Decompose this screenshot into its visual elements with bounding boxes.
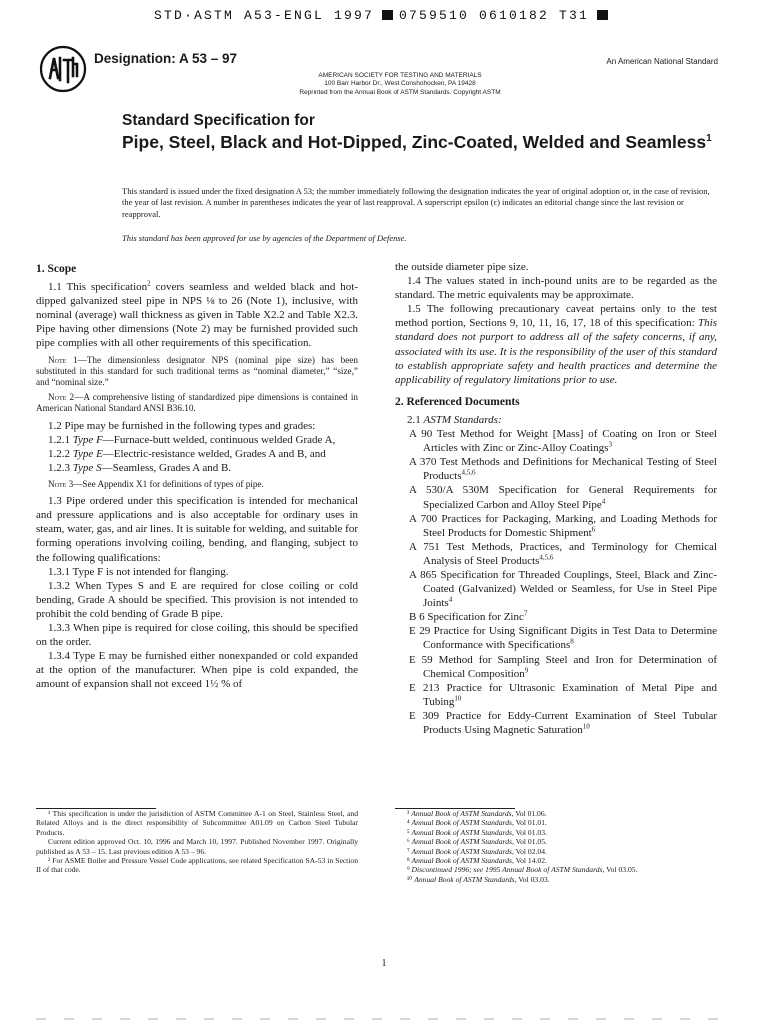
title-footnote-mark: 1 (706, 133, 712, 144)
book-title: Annual Book of ASTM Standards (411, 809, 512, 818)
reference-item (395, 427, 717, 455)
title-text: Pipe, Steel, Black and Hot-Dipped, Zinc-Coated, Welded and Seamless (122, 132, 707, 152)
paragraph-1-3-2: 1.3.2 When Types S and E are required for close coiling or cold bending, Grade A should be specified. This provision is not intended to prohibit the cold bending of Grade B pipe. (36, 579, 358, 620)
footnotes-right (395, 808, 725, 884)
text-run: 1.2.2 (48, 447, 73, 460)
volume: , Vol 02.04. (511, 846, 547, 856)
footnote-2: ² For ASME Boiler and Pressure Vessel Code applications, see related Specification SA-53 in Section II of that code. (36, 856, 358, 875)
paragraph-1-2: 1.2 Pipe may be furnished in the following types and grades: (48, 419, 316, 432)
text-run: 1.1 This specification (48, 281, 148, 294)
approval-note: This standard has been approved for use by agencies of the Department of Defense. (122, 233, 407, 243)
volume: , Vol 01.05. (511, 837, 547, 847)
footnote-ref: 2 (147, 279, 151, 288)
volume: , Vol 01.01. (511, 818, 547, 828)
footnote-mark: ¹⁰ (407, 874, 415, 884)
footnote-mark: ⁹ (407, 865, 412, 875)
paragraph-1-3: 1.3 Pipe ordered under this specification is intended for mechanical and pressure applications and is also acceptable for ordinary uses in steam, water, gas, and air lines. It is suitable for welding, and suitable for forming operations involving coiling, bending, and flanging, subject to the following qualifications: (36, 495, 358, 564)
footnote-ref: 10 (454, 694, 462, 703)
footnote-5 (395, 828, 725, 837)
footnote-ref: 6 (591, 525, 596, 534)
reference-item (395, 540, 717, 568)
volume: , Vol 01.06. (511, 809, 547, 818)
volume: , Vol 03.03. (514, 874, 550, 884)
footnote-mark: ⁴ (407, 818, 412, 828)
paragraph-1-2-1 (36, 433, 358, 447)
title-line-1: Standard Specification for (122, 112, 315, 129)
paragraph-1-4: 1.4 The values stated in inch-pound units are to be regarded as the standard. The metric equivalents may be approximate. (395, 275, 717, 302)
footnote-mark: ⁷ (407, 846, 412, 856)
document-title (122, 111, 742, 152)
text-run: 1.2.3 (48, 461, 73, 474)
reference-text: E 213 Practice for Ultrasonic Examination of Metal Pipe and Tubing (409, 681, 717, 708)
title-line-2 (122, 132, 742, 152)
block-mark (597, 10, 608, 20)
footnote-10 (395, 875, 725, 884)
right-column (395, 260, 717, 737)
reprint-notice: Reprinted from the Annual Book of ASTM Standards. Copyright ASTM (299, 88, 501, 96)
paragraph-continuation: the outside diameter pipe size. (395, 261, 529, 273)
reference-text: A 370 Test Methods and Definitions for Mechanical Testing of Steel Products (409, 456, 717, 483)
paragraph-2-1 (395, 413, 717, 427)
reference-text: E 29 Practice for Using Significant Digits in Test Data to Determine Conformance with Specifications (409, 625, 717, 652)
paragraph-1-1 (36, 280, 358, 350)
reference-item (395, 653, 717, 681)
book-title: Annual Book of ASTM Standards (411, 856, 512, 866)
footnote-ref: 8 (570, 637, 574, 646)
book-title: Discontinued 1996; see 1995 Annual Book of ASTM Standards (411, 865, 603, 875)
footnote-ref: 4,5,6 (461, 468, 476, 477)
text-run: —Electric-resistance welded, Grades A and B, and (102, 447, 326, 460)
national-standard-label: An American National Standard (606, 57, 718, 66)
reference-text: B 6 Specification for Zinc (409, 611, 524, 624)
book-title: Annual Book of ASTM Standards (411, 837, 512, 847)
footnote-ref: 3 (608, 440, 612, 449)
safety-caveat: This standard does not purport to address all of the safety concerns, if any, associated with its use. It is the responsibility of the user of this standard to establish appropriate safety and health practices and determine the applicability of regulatory limitations prior to use. (395, 317, 717, 386)
reference-text: A 865 Specification for Threaded Couplings, Steel, Black and Zinc-Coated (Galvanized) Welded or Seamless, for Use in Steel Pipe Joints (409, 568, 717, 610)
issuance-note: This standard is issued under the fixed designation A 53; the number immediately following the designation indicates the year of original adoption or, in the case of revision, the year of last revision. A number in parentheses indicates the year of last reapproval. A superscript epsilon (ε) indicates an editorial change since the last revision or reapproval. (122, 186, 710, 219)
footnote-list (395, 809, 725, 884)
reference-item (395, 610, 717, 624)
book-title: Annual Book of ASTM Standards (411, 846, 512, 856)
footnote-ref: 4 (601, 496, 606, 505)
reference-text: A 90 Test Method for Weight [Mass] of Coating on Iron or Steel Articles with Zinc or Zinc-Alloy Coatings (409, 428, 717, 455)
paragraph-1-3-3: 1.3.3 When pipe is required for close coiling, this should be specified on the order. (36, 622, 358, 649)
type-name: Type S (72, 461, 102, 474)
block-mark (382, 10, 393, 20)
reference-item (395, 709, 717, 737)
note-text: —The dimensionless designator NPS (nominal pipe size) has been substituted in this standard for such traditional terms as “nominal diameter,” “size,” and “nominal size.” (36, 354, 358, 387)
document-code-line (0, 8, 768, 23)
volume: , Vol 03.05. (602, 865, 638, 875)
footnote-ref: 4,5,6 (539, 553, 554, 562)
paragraph-1-3-4: 1.3.4 Type E may be furnished either nonexpanded or cold expanded at the option of the manufacturer. When pipe is cold expanded, the amount of expansion shall not exceed 1½ % of (36, 650, 358, 691)
footnote-ref: 10 (582, 722, 590, 731)
footnote-6 (395, 837, 725, 846)
footnote-1-edition: Current edition approved Oct. 10, 1996 and March 10, 1997. Published November 1997. Originally published as A 53 – 15. Last previous edition A 53 – 96. (36, 837, 358, 856)
footnote-1: ¹ This specification is under the jurisdiction of ASTM Committee A-1 on Steel, Stainless Steel, and Related Alloys and is the direct responsibility of Subcommittee A01.09 on Carbon Steel Tubular Products. (36, 809, 358, 837)
volume: , Vol 01.03. (511, 827, 547, 837)
reference-text: A 530/A 530M Specification for General Requirements for Specialized Carbon and Alloy Steel Pipe (409, 484, 717, 511)
type-name: Type E (72, 447, 103, 460)
note-3 (36, 479, 358, 490)
footnote-4 (395, 818, 725, 827)
code-line-part-a: STD·ASTM A53-ENGL 1997 (153, 8, 374, 23)
note-1 (36, 355, 358, 389)
type-name: Type F (72, 433, 103, 446)
footnotes-left (36, 808, 358, 875)
reference-item (395, 455, 717, 483)
publisher-block (200, 72, 600, 97)
text-run: 2.1 (407, 413, 424, 426)
reference-item (395, 483, 717, 511)
referenced-standards-list (395, 427, 717, 737)
paragraph-1-5 (395, 302, 717, 387)
footnote-mark: ³ (407, 809, 412, 818)
reference-item (395, 624, 717, 652)
note-label: Note 2 (48, 392, 75, 403)
note-text: —A comprehensive listing of standardized pipe dimensions is contained in American National Standard ANSI B36.10. (36, 392, 358, 414)
book-title: Annual Book of ASTM Standards (411, 818, 512, 828)
reference-item (395, 681, 717, 709)
society-address: 100 Barr Harbor Dr., West Conshohocken, PA 19428 (324, 80, 476, 88)
paragraph-1-2-2 (36, 447, 358, 461)
designation: Designation: A 53 – 97 (94, 51, 238, 66)
note-label: Note 1 (48, 354, 78, 365)
scan-artifact (36, 1018, 736, 1020)
subheading: ASTM Standards: (423, 413, 502, 426)
paragraph-1-3-1: 1.3.1 Type F is not intended for flanging. (48, 565, 229, 578)
text-run: 1.5 The following precautionary caveat pertains only to the test method portion, Sections 9, 10, 11, 16, 17, 18 of this specification: (395, 303, 717, 330)
footnote-8 (395, 856, 725, 865)
footnote-ref: 9 (524, 665, 529, 674)
note-2 (36, 392, 358, 414)
society-name: AMERICAN SOCIETY FOR TESTING AND MATERIALS (318, 72, 482, 79)
footnote-mark: ⁸ (407, 856, 412, 866)
text-run: —Furnace-butt welded, continuous welded Grade A, (102, 433, 336, 446)
text-run: 1.2.1 (48, 433, 73, 446)
note-text: —See Appendix X1 for definitions of types of pipe. (73, 478, 264, 489)
page-number: 1 (381, 958, 387, 969)
section-heading-referenced-documents: 2. Referenced Documents (395, 395, 520, 408)
code-line-part-b: 0759510 0610182 T31 (399, 8, 590, 23)
footnote-ref: 4 (448, 595, 453, 604)
footnote-9 (395, 865, 725, 874)
footnote-mark: ⁵ (407, 827, 412, 837)
book-title: Annual Book of ASTM Standards (414, 874, 515, 884)
reference-item (395, 568, 717, 610)
book-title: Annual Book of ASTM Standards (411, 827, 512, 837)
reference-text: E 309 Practice for Eddy-Current Examination of Steel Tubular Products Using Magnetic Saturation (409, 709, 717, 736)
reference-text: E 59 Method for Sampling Steel and Iron for Determination of Chemical Composition (409, 653, 717, 680)
footnote-3 (395, 809, 725, 818)
footnote-mark: ⁶ (407, 837, 412, 847)
text-run: —Seamless, Grades A and B. (101, 461, 232, 474)
text-run: covers seamless and welded black and hot-dipped galvanized steel pipe in NPS ⅛ to 26 (Note 1), inclusive, with nominal (average) wall thickness as given in Table X2.2 and Table X2.3. Pipe having other dimensions (Note 2) may be furnished provided such pipe complies with all other requirements of this specification. (36, 281, 358, 350)
note-label: Note 3 (48, 478, 74, 489)
section-heading-scope: 1. Scope (36, 263, 77, 275)
astm-logo-icon (38, 44, 88, 94)
reference-text: A 700 Practices for Packaging, Marking, and Loading Methods for Steel Products for Domestic Shipment (409, 512, 717, 539)
volume: , Vol 14.02. (511, 856, 547, 866)
reference-item (395, 512, 717, 540)
footnote-ref: 7 (523, 609, 528, 618)
footnote-7 (395, 847, 725, 856)
left-column (36, 260, 358, 691)
paragraph-1-2-3 (36, 461, 358, 475)
reference-text: A 751 Test Methods, Practices, and Terminology for Chemical Analysis of Steel Products (409, 540, 717, 567)
